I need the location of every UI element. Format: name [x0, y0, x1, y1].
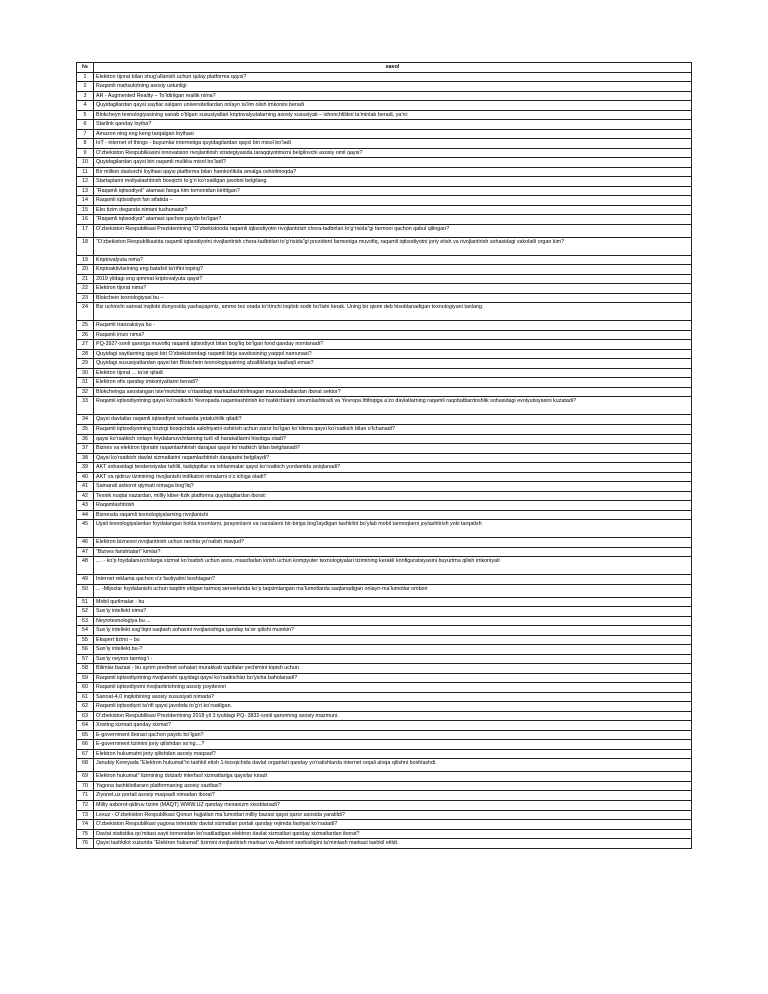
question-cell: Raqamli iqtisodiyot fan sifatida –	[94, 196, 692, 206]
table-row	[77, 820, 692, 830]
row-number-cell: 60	[77, 683, 94, 693]
question-cell: O‘zbekiston Respublikasini innovatsion rivojlantirish strategiyasida taraqqiyotimizni belgilovchi asosiy omil qaysi?	[94, 148, 692, 158]
row-number-cell: 5	[77, 110, 94, 120]
table-row	[77, 635, 692, 645]
question-cell: Raqamli tranzaksiya bu -	[94, 321, 692, 331]
question-cell: Janubiy Koreyada “Elektron hukumat”ni tashkil etish 1-bosqichida davlat organlari qanday yo’nalishlarda internet orqali aloqa qilishni boshlashdi.	[94, 759, 692, 772]
table-row	[77, 626, 692, 636]
row-number-cell: 58	[77, 664, 94, 674]
table-row	[77, 167, 692, 177]
question-cell: Lexuz - O’zbekiston Respublikasi Qonun hujjatlari ma’lumotlari milliy bazasi qaysi qaror asosida yaratildi?	[94, 810, 692, 820]
table-row	[77, 82, 692, 92]
question-cell: Neyrotexnologiya bu ...	[94, 616, 692, 626]
question-cell: Raqamli iqtisodiyotning hozirgi bosqichida salohiyatni oshirish uchun zarur bo’lgan ko’nikma qaysi ko’rsatkich bilan o’lchanadi?	[94, 424, 692, 434]
row-number-cell: 36	[77, 434, 94, 444]
row-number-cell: 4	[77, 101, 94, 111]
question-cell: Biznesda raqamli texnologiyalarning rivojlanishi	[94, 510, 692, 520]
row-number-cell: 42	[77, 491, 94, 501]
row-number-cell: 34	[77, 415, 94, 425]
table-row	[77, 472, 692, 482]
row-number-cell: 57	[77, 654, 94, 664]
table-row	[77, 781, 692, 791]
question-cell: Sun’iy neyron tarmog’i -	[94, 654, 692, 664]
row-number-cell: 37	[77, 444, 94, 454]
question-cell: Raqamli iqtisodiyotni rivojlantirishning asosiy poydevori	[94, 683, 692, 693]
row-number-cell: 26	[77, 330, 94, 340]
table-row	[77, 501, 692, 511]
question-cell: Quyidagi xususiyatlardan qaysi biri Blokchein texnologiyasining afzalliklariga taalluqli emas?	[94, 359, 692, 369]
row-number-cell: 46	[77, 538, 94, 548]
questions-table	[76, 62, 692, 849]
table-row	[77, 177, 692, 187]
question-cell: Elektron tijorat bilan shug’ullanish uchun qulay platforma qaysi?	[94, 72, 692, 82]
row-number-cell: 45	[77, 520, 94, 538]
question-cell: Raqamlashtirish	[94, 501, 692, 511]
row-number-cell: 23	[77, 293, 94, 303]
row-number-cell: 39	[77, 463, 94, 473]
question-cell: 2019 yildagi eng qimmat kriptovalyuta qaysi?	[94, 274, 692, 284]
table-row	[77, 673, 692, 683]
question-cell: Qaysi ko’rsatkich davlat xizmatlarini raqamlashtirish darajasini belgilaydi?	[94, 453, 692, 463]
row-number-cell: 61	[77, 692, 94, 702]
question-cell: Bilimlar bazasi - bu ayrim predmet sohalari murakkab vazifalar yechimini topish uchun	[94, 664, 692, 674]
question-cell: Sanoat-4,0 inqilobining asosiy xususiyati nimada?	[94, 692, 692, 702]
row-number-cell: 2	[77, 82, 94, 92]
row-number-cell: 50	[77, 584, 94, 597]
table-row	[77, 654, 692, 664]
question-cell: “Raqamli iqtisodiyot” atamasi fanga kim tomonidan kiritilgan?	[94, 186, 692, 196]
table-row	[77, 491, 692, 501]
table-row	[77, 397, 692, 415]
table-row	[77, 547, 692, 557]
row-number-cell: 27	[77, 340, 94, 350]
row-number-cell: 32	[77, 387, 94, 397]
question-cell: Texnik nuqtai nazardan, milliy kiber-fizik platforma quyidagilardan iborat:	[94, 491, 692, 501]
row-number-cell: 6	[77, 120, 94, 130]
question-cell: “Biznes farishtalari” kimlar?	[94, 547, 692, 557]
table-row	[77, 434, 692, 444]
table-row	[77, 839, 692, 849]
table-row	[77, 645, 692, 655]
row-number-cell: 68	[77, 759, 94, 772]
question-cell: .... - ko’p foydalanuvchilarga xizmat ko’rsatish uchun asos, masofadan kirish uchun kompyuter texnologiyalari tizimining kerakli konfiguratsiyasini buyurtma qilish imkoniyati	[94, 557, 692, 575]
question-cell: Xosting xizmati qanday xizmat?	[94, 721, 692, 731]
question-cell: Ekspert tizimi – bu	[94, 635, 692, 645]
table-row	[77, 72, 692, 82]
question-cell: Raqamli mahsulotning asosiy ustunligi	[94, 82, 692, 92]
table-row	[77, 711, 692, 721]
question-cell: Yagona tashkilotlararo platformaning asosiy vazifasi?	[94, 781, 692, 791]
row-number-cell: 29	[77, 359, 94, 369]
table-row	[77, 692, 692, 702]
question-cell: PQ-3927-sonli qarorga muvofiq raqamli iqtisodiyot bilan bog’liq bo’lgan fond qanday nomlanadi?	[94, 340, 692, 350]
row-number-cell: 65	[77, 730, 94, 740]
question-cell: Elektron hukumatni joriy qilishdan asosiy maqsad?	[94, 749, 692, 759]
row-number-cell: 38	[77, 453, 94, 463]
question-cell: Qaysi davlatlar raqamli iqtisodiyot sohasida yetakchilik qiladi?	[94, 415, 692, 425]
table-row	[77, 91, 692, 101]
row-number-cell: 11	[77, 167, 94, 177]
table-row	[77, 205, 692, 215]
table-row	[77, 224, 692, 237]
row-number-cell: 3	[77, 91, 94, 101]
question-cell: Milliy axborot-qidiruv tizimi (MAQT) WWW.UZ qanday mexanizm xisoblanadi?	[94, 801, 692, 811]
question-cell: Davlat statistika qo’mitasi sayti tomonidan ko’rsatiladigan elektron davlat xizmatlari qanday xizmatlardan iborat?	[94, 829, 692, 839]
table-row	[77, 148, 692, 158]
question-cell: ... -Mijozlar foydalanishi uchun taqdim etilgan tarmoq serverlarida ko’p taqsimlangan ma’lumotlarda saqlanadigan onlayn-ma’lumotlar ombori	[94, 584, 692, 597]
table-row	[77, 801, 692, 811]
row-number-cell: 74	[77, 820, 94, 830]
row-number-cell: 48	[77, 557, 94, 575]
table-row	[77, 664, 692, 674]
row-number-cell: 24	[77, 303, 94, 321]
table-row	[77, 340, 692, 350]
row-number-cell: 15	[77, 205, 94, 215]
row-number-cell: 10	[77, 158, 94, 168]
row-number-cell: 52	[77, 607, 94, 617]
row-number-cell: 22	[77, 284, 94, 294]
question-cell: Starlink qanday loyiha?	[94, 120, 692, 130]
row-number-cell: 76	[77, 839, 94, 849]
question-cell: Ziyonet.uz portali asosiy maqsadi nimadan iborat?	[94, 791, 692, 801]
table-row	[77, 482, 692, 492]
table-row	[77, 415, 692, 425]
question-cell: Biznes va elektron tijoratni raqamlashtirish darajasi qaysi ko’rsatkich bilan belgilanadi?	[94, 444, 692, 454]
table-row	[77, 510, 692, 520]
table-row	[77, 378, 692, 388]
question-cell: Kriptovalyuta nima?	[94, 255, 692, 265]
question-cell: Raqamli imzo nima?	[94, 330, 692, 340]
table-row	[77, 387, 692, 397]
table-row	[77, 538, 692, 548]
row-number-cell: 64	[77, 721, 94, 731]
table-row	[77, 265, 692, 275]
table-row	[77, 463, 692, 473]
question-cell: O‘zbekiston Respublikasi Prezidentining “O‘zbekistonda raqamli iqtisodiyotni rivojlantirish chora-tadbirlari to‘g‘risida”gi farmoni qachon qabul qilingan?	[94, 224, 692, 237]
row-number-cell: 16	[77, 215, 94, 225]
table-row	[77, 293, 692, 303]
table-row	[77, 444, 692, 454]
table-row	[77, 730, 692, 740]
question-cell: Biz uchinchi sanoat inqilobi dunyosida yashayapmiz, ammo tez orada to‘rtinchi inqilob sodir bo‘lishi kerak. Uning bir qismi deb hisoblanadigan texnologiyani tanlang.	[94, 303, 692, 321]
table-row	[77, 215, 692, 225]
row-number-cell: 62	[77, 702, 94, 712]
table-row	[77, 791, 692, 801]
row-number-cell: 7	[77, 129, 94, 139]
table-row	[77, 368, 692, 378]
row-number-cell: 33	[77, 397, 94, 415]
row-number-cell: 40	[77, 472, 94, 482]
row-number-cell: 55	[77, 635, 94, 645]
question-cell: IoT - internet of things - buyumlar internetiga quyidagilardan qaysi biri misol bo’ladi	[94, 139, 692, 149]
table-row	[77, 129, 692, 139]
question-cell: Elektron ofis qanday imkoniyatlarni beradi?	[94, 378, 692, 388]
table-row	[77, 575, 692, 585]
table-row	[77, 749, 692, 759]
row-number-cell: 73	[77, 810, 94, 820]
table-row	[77, 274, 692, 284]
table-row	[77, 158, 692, 168]
question-cell: Elektron tijorat ... ta’sir qiladi	[94, 368, 692, 378]
row-number-cell: 20	[77, 265, 94, 275]
table-header-row	[77, 63, 692, 73]
question-cell: Bir million dasturchi loyihasi qaysi platforma bilan hamkorlikda amalga oshirilmoqda?	[94, 167, 692, 177]
row-number-cell: 51	[77, 597, 94, 607]
question-cell: Amazon ning eng keng tarqalgan loyihasi	[94, 129, 692, 139]
table-row	[77, 255, 692, 265]
row-number-cell: 31	[77, 378, 94, 388]
table-row	[77, 237, 692, 255]
row-number-cell: 19	[77, 255, 94, 265]
table-row	[77, 759, 692, 772]
row-number-cell: 56	[77, 645, 94, 655]
question-cell: Raqamli iqtisodiyotning qaysi ko’rsatkichi Yevropada raqamlashtirish ko’rsatkichlarini umumlashtiradi va Yevropa Ittifoqiga a’zo davlatlarning raqamli raqobatbardoshlik sohasidagi evolyutsiyasini kuzatadi?	[94, 397, 692, 415]
number-column-header: №	[77, 63, 94, 73]
row-number-cell: 71	[77, 791, 94, 801]
question-cell: Quyidagilardan qaysi saytlar xalqaro universitetlardan onlayn ta’lim olish imkonini beradi	[94, 101, 692, 111]
row-number-cell: 14	[77, 196, 94, 206]
table-row	[77, 321, 692, 331]
question-cell: Blokcheinga asoslangan iste’molchilar o’rtasidagi markazlashtirilmagan munosabatlardan iborat sektor?	[94, 387, 692, 397]
table-row	[77, 284, 692, 294]
row-number-cell: 72	[77, 801, 94, 811]
question-cell: Kriptoaktivlarining eng batafsil ta’rifini toping?	[94, 265, 692, 275]
question-cell: AR - Augmented Reality – To‘ldirilgan reallik nima?	[94, 91, 692, 101]
question-cell: Raqamli iqtisodiyot ta’rifi qaysi javobda to’g’ri ko’rsatilgan.	[94, 702, 692, 712]
row-number-cell: 13	[77, 186, 94, 196]
table-row	[77, 303, 692, 321]
table-row	[77, 520, 692, 538]
question-column-header: savol	[94, 63, 692, 73]
question-cell: E-government tizimini joriy qilishdan so’ng....?	[94, 740, 692, 750]
row-number-cell: 41	[77, 482, 94, 492]
row-number-cell: 75	[77, 829, 94, 839]
row-number-cell: 28	[77, 349, 94, 359]
row-number-cell: 44	[77, 510, 94, 520]
table-body	[77, 72, 692, 848]
question-cell: Startaplarni moliyalashtirish bosqichi to’g’ri ko’rsatilgan javobni belgilang	[94, 177, 692, 187]
table-row	[77, 597, 692, 607]
table-row	[77, 683, 692, 693]
question-cell: E-government iborasi qachon paydo bo’lgan?	[94, 730, 692, 740]
row-number-cell: 63	[77, 711, 94, 721]
table-row	[77, 616, 692, 626]
question-cell: Elektron hukumat” tizimining dolzarb interfaol xizmatlariga qaysilar kiradi	[94, 772, 692, 782]
question-cell: Raqamli iqtisodiyotning rivojlanishi quyidagi qaysi ko’rsatkichlar bo’yicha baholanadi?	[94, 673, 692, 683]
row-number-cell: 49	[77, 575, 94, 585]
row-number-cell: 12	[77, 177, 94, 187]
row-number-cell: 70	[77, 781, 94, 791]
question-cell: O’zbekiston Respublikasi yagona interaktiv davlat xizmatlari portali qanday rejimda faoliyat ko’rsatadi?	[94, 820, 692, 830]
question-cell: Blokchein texnologiyasi bu –	[94, 293, 692, 303]
table-row	[77, 330, 692, 340]
question-cell: AKT va qidiruv tizimining rivojlanishi indikatori nimalarni o’z ichiga oladi?	[94, 472, 692, 482]
question-cell: Quyidagilardan qaysi biri raqamli mulkka misol bo’ladi?	[94, 158, 692, 168]
question-cell: Sun’iy intellekt bu-?	[94, 645, 692, 655]
row-number-cell: 17	[77, 224, 94, 237]
row-number-cell: 30	[77, 368, 94, 378]
question-cell: Sun’iy intellekt sog’liqni saqlash sohasini rivojlanishiga qanday ta’sir qilishi mumkin?	[94, 626, 692, 636]
table-row	[77, 120, 692, 130]
row-number-cell: 59	[77, 673, 94, 683]
question-cell: Qaysi tashkilot xuzurida “Elektron hukumat” tizimini rivojlantirish markazi va Axborot xavfsizligini ta’minlash markazi tashkil etildi.	[94, 839, 692, 849]
question-cell: Blokcheyn texnologiyasining sanab o’tilgan xususiyatlari kriptovalyutalarning asosiy xususiyati – ishonchlilikni ta’minlab beradi, ya’ni:	[94, 110, 692, 120]
question-cell: Internet reklama qachon o’z faoliyatini boshlagan?	[94, 575, 692, 585]
row-number-cell: 47	[77, 547, 94, 557]
table-row	[77, 110, 692, 120]
row-number-cell: 69	[77, 772, 94, 782]
row-number-cell: 8	[77, 139, 94, 149]
table-row	[77, 186, 692, 196]
table-row	[77, 349, 692, 359]
table-row	[77, 584, 692, 597]
table-row	[77, 424, 692, 434]
question-cell: Elektron tijorat nima?	[94, 284, 692, 294]
question-cell: Eko tizim deganda nimani tushunasiz?	[94, 205, 692, 215]
row-number-cell: 18	[77, 237, 94, 255]
row-number-cell: 53	[77, 616, 94, 626]
question-cell: Sun’iy intellekt nima?	[94, 607, 692, 617]
row-number-cell: 54	[77, 626, 94, 636]
table-row	[77, 139, 692, 149]
table-row	[77, 101, 692, 111]
question-cell: Uyali texnologiyalardan foydalangan holda insonlarni, jarayonlarni va narsalarni bir-biriga bog’laydigan tashkilot bo’ylab mobil tarmoqlarni joylashtirish yoki tarqatish	[94, 520, 692, 538]
question-cell: AKT sohasidagi tendensiyalar tahlili, tadqiqotlar va ishlanmalar qaysi ko’rsatkich yordamida aniqlanadi?	[94, 463, 692, 473]
question-cell: Quyidagi saytlarning qaysi biri O’zbekistondagi raqamli birja savdosining yaqqol namunasi?	[94, 349, 692, 359]
row-number-cell: 67	[77, 749, 94, 759]
row-number-cell: 21	[77, 274, 94, 284]
table-row	[77, 810, 692, 820]
table-row	[77, 196, 692, 206]
row-number-cell: 66	[77, 740, 94, 750]
table-row	[77, 829, 692, 839]
table-row	[77, 557, 692, 575]
question-cell: Mobil qurilmalar - bu	[94, 597, 692, 607]
question-cell: qaysi ko’rsatkich onlayn foydalanuvchilarning turli xil harakatlarini hisobga oladi?	[94, 434, 692, 444]
table-row	[77, 702, 692, 712]
row-number-cell: 35	[77, 424, 94, 434]
row-number-cell: 9	[77, 148, 94, 158]
table-row	[77, 453, 692, 463]
table-row	[77, 359, 692, 369]
question-cell: Samarali axborot qiymati nimaga bog’liq?	[94, 482, 692, 492]
table-row	[77, 607, 692, 617]
question-cell: “O‘zbekiston Respublikasida raqamli iqtisodiyotni rivojlantirish chora-tadbirlari to‘g‘risida”gi prezident farmoniga muvofiq, raqamli iqtisodiyotni joriy etish va rivojlantirish sohasidagi vakolatli organ kim?	[94, 237, 692, 255]
row-number-cell: 43	[77, 501, 94, 511]
row-number-cell: 1	[77, 72, 94, 82]
row-number-cell: 25	[77, 321, 94, 331]
question-cell: “Raqamli iqtisodiyot” atamasi qachon paydo bo‘lgan?	[94, 215, 692, 225]
table-row	[77, 772, 692, 782]
question-cell: O’zbekiston Respublikasi Prezidentining 2018 yil 3 iyuldagi PQ- 3832-sonli qarorining asosiy mazmuni.	[94, 711, 692, 721]
table-row	[77, 740, 692, 750]
question-cell: Elektron biznesni rivojlantirish uchun nechta yo’nalish mavjud?	[94, 538, 692, 548]
table-row	[77, 721, 692, 731]
